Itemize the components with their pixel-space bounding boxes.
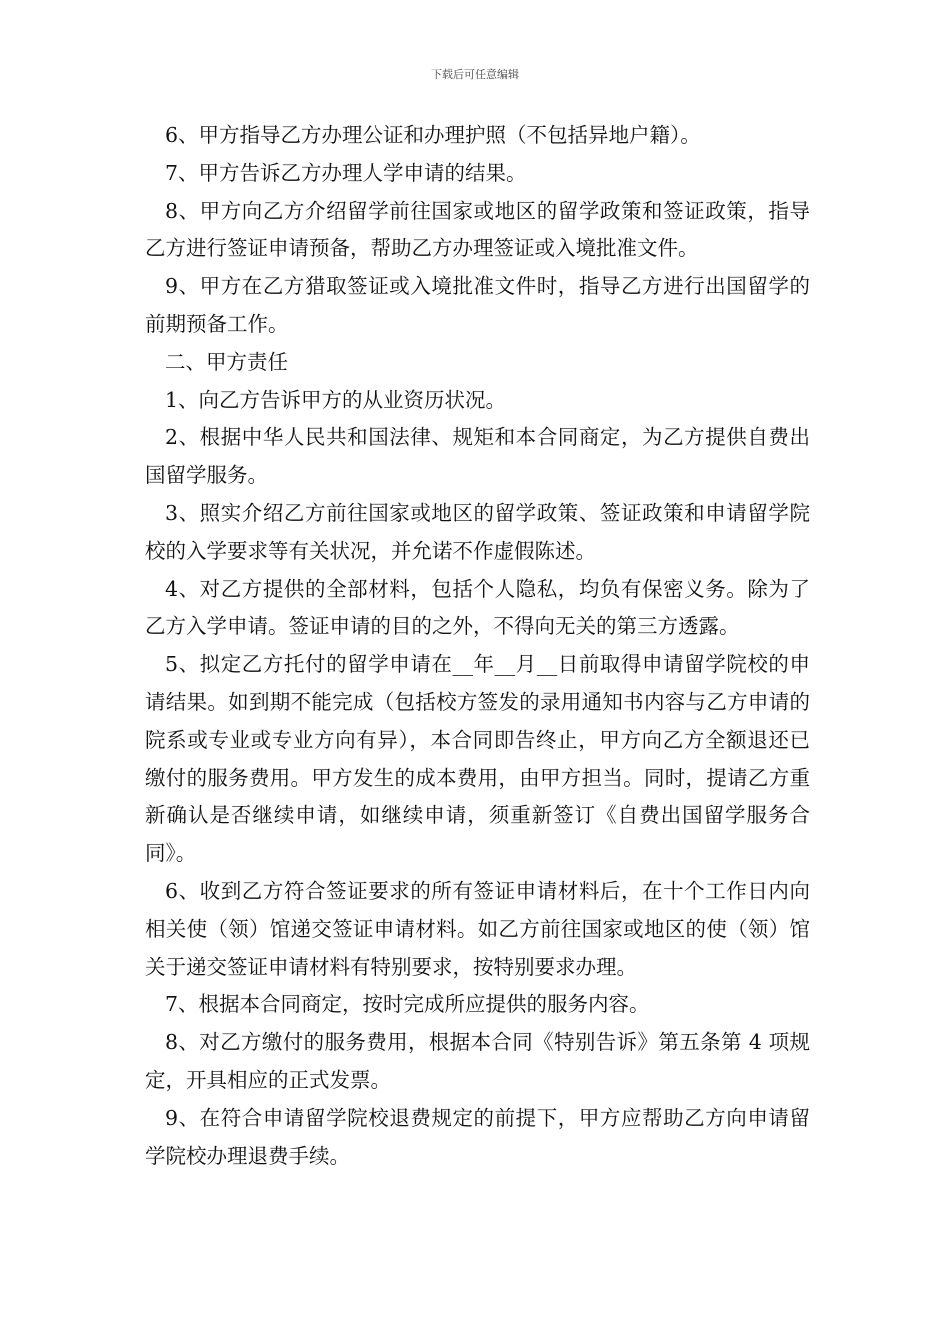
paragraph: 5、拟定乙方托付的留学申请在__年__月__日前取得申请留学院校的申请结果。如到期不能完成（包括校方签发的录用通知书内容与乙方申请的院系或专业或专业方向有异），本合同即告终止，甲方向乙方全额退还已缴付的服务费用。甲方发生的成本费用，由甲方担当。同时，提请乙方重新确认是否继续申请，如继续申请，须重新签订《自费出国留学服务合同》。 (145, 652, 810, 866)
section-heading: 二、甲方责任 (165, 349, 288, 374)
page-header: 下载后可任意编辑 (431, 68, 519, 81)
paragraph: 9、甲方在乙方猎取签证或入境批准文件时，指导乙方进行出国留学的前期预备工作。 (145, 274, 810, 336)
paragraph: 7、根据本合同商定，按时完成所应提供的服务内容。 (165, 992, 650, 1017)
paragraph: 7、甲方告诉乙方办理人学申请的结果。 (165, 160, 527, 185)
paragraph: 1、向乙方告诉甲方的从业资历状况。 (165, 387, 507, 412)
paragraph: 8、甲方向乙方介绍留学前往国家或地区的留学政策和签证政策，指导乙方进行签证申请预备，帮助乙方办理签证或入境批准文件。 (145, 198, 810, 261)
paragraph: 4、对乙方提供的全部材料，包括个人隐私，均负有保密义务。除为了乙方入学申请。签证申请的目的之外，不得向无关的第三方透露。 (145, 576, 810, 639)
paragraph: 3、照实介绍乙方前往国家或地区的留学政策、签证政策和申请留学院校的入学要求等有关状况，并允诺不作虚假陈述。 (145, 500, 810, 563)
document-body (145, 117, 810, 1175)
paragraph: 2、根据中华人民共和国法律、规矩和本合同商定，为乙方提供自费出国留学服务。 (145, 425, 810, 488)
paragraph: 6、收到乙方符合签证要求的所有签证申请材料后，在十个工作日内向相关使（领）馆递交签证申请材料。如乙方前往国家或地区的使（领）馆关于递交签证申请材料有特别要求，按特别要求办理。 (145, 878, 810, 979)
paragraph: 6、甲方指导乙方办理公证和办理护照（不包括异地户籍）。 (165, 123, 701, 147)
paragraph: 8、对乙方缴付的服务费用，根据本合同《特别告诉》第五条第 4 项规定，开具相应的正式发票。 (145, 1030, 810, 1092)
paragraph: 9、在符合申请留学院校退费规定的前提下，甲方应帮助乙方向申请留学院校办理退费手续。 (145, 1105, 810, 1168)
